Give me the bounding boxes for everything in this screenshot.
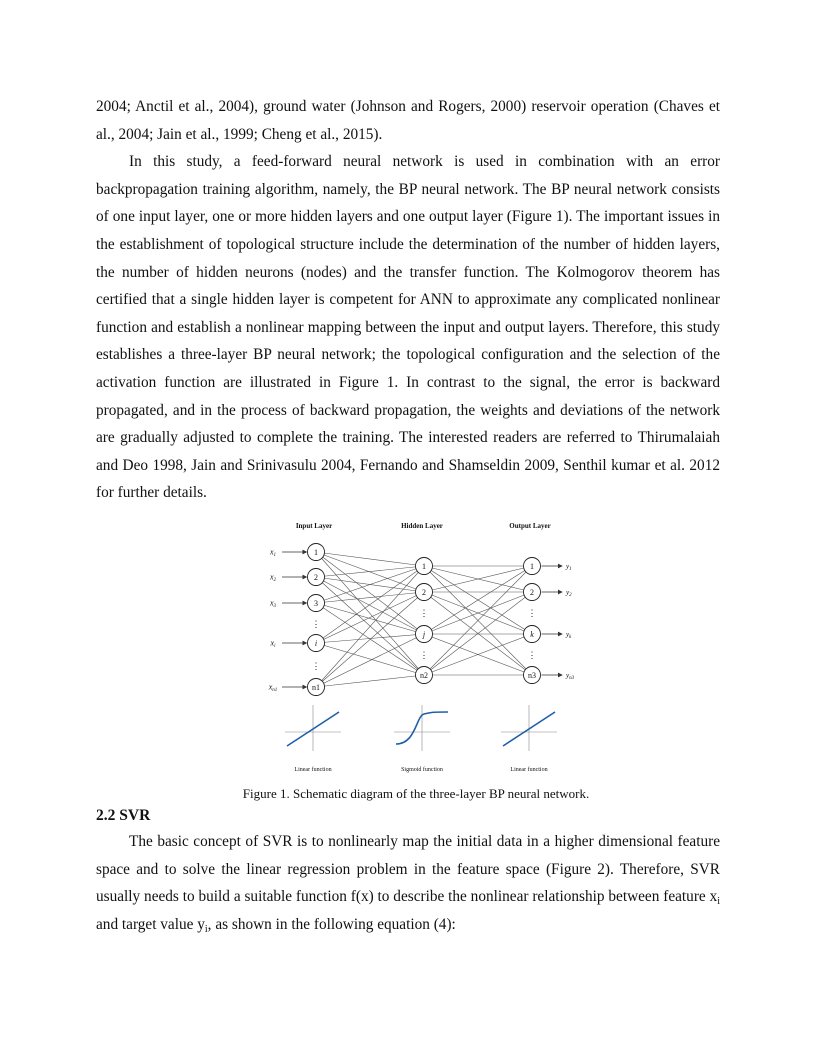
svr-text-tail-b: and target value y bbox=[96, 915, 205, 933]
svr-text: The basic concept of SVR is to nonlinearly map the initial data in a higher dimensional feature space and to solve the linear regression problem in the feature space (Figure 2). Therefore, SVR usually needs to build a suitable function f(x) to describe the nonlinear relationship between bbox=[96, 832, 720, 906]
neuron-label: i bbox=[314, 638, 318, 648]
connection-line bbox=[316, 566, 424, 643]
ellipsis-dots: ⋮ bbox=[527, 649, 537, 660]
svr-text-tail-a: feature x bbox=[663, 888, 718, 906]
neuron-label: 1 bbox=[530, 561, 534, 571]
paragraph-bp-network: In this study, a feed-forward neural network is used in combination with an error backpropagation training algorithm, namely, the BP neural network. The BP neural network consists of one input layer, one or more hidden layers and one output layer (Figure 1). The important issues in the establishment of topological structure include the determination of the number of hidden layers, the number of hidden neurons (nodes) and the transfer function. The Kolmogorov theorem has certified that a single hidden layer is competent for ANN to approximate any complicated nonlinear function and establish a nonlinear mapping between the input and output layers. Therefore, this study establishes a three-layer BP neural network; the topological configuration and the selection of the activation function are illustrated in Figure 1. In contrast to the signal, the error is backward propagated, and in the process of backward propagation, the weights and deviations of the network are gradually adjusted to complete the training. The interested readers are referred to Thirumalaiah and Deo 1998, Jain and Srinivasulu 2004, Fernando and Shamseldin 2009, Senthil kumar et al. 2012 for further details. bbox=[96, 153, 720, 502]
function-label: Linear function bbox=[294, 766, 332, 773]
function-label: Linear function bbox=[510, 766, 548, 773]
connection-line bbox=[316, 592, 424, 687]
neuron-label: 2 bbox=[314, 572, 318, 582]
connection-line bbox=[316, 577, 424, 634]
subscript-i-y: i bbox=[204, 923, 208, 935]
output-label: $y_1$ bbox=[566, 562, 572, 572]
input-label: x3 bbox=[269, 598, 277, 609]
input-label: x2 bbox=[269, 572, 277, 583]
ellipsis-dots: ⋮ bbox=[419, 607, 429, 618]
connection-line bbox=[316, 552, 424, 566]
svr-text-tail-c: , as shown in the following equation (4): bbox=[207, 915, 456, 933]
layer-title: Hidden Layer bbox=[401, 521, 443, 530]
bp-network-diagram bbox=[264, 519, 575, 784]
connection-line bbox=[316, 603, 424, 634]
ellipsis-dots: ⋮ bbox=[311, 660, 321, 671]
section-heading: 2.2 SVR bbox=[96, 806, 151, 824]
neuron-label: n3 bbox=[528, 670, 536, 680]
neuron-label: 1 bbox=[314, 547, 318, 557]
connection-line bbox=[316, 566, 424, 687]
paragraph-continuation: 2004; Anctil et al., 2004), ground water (Johnson and Rogers, 2000) reservoir operation (Chaves et al., 2004; Jain et al., 1999; Cheng et al., 2015). bbox=[96, 98, 720, 143]
connection-line bbox=[316, 552, 424, 592]
output-label: $y_k$ bbox=[566, 630, 572, 640]
neuron-label: 2 bbox=[422, 587, 426, 597]
layer-title: Input Layer bbox=[295, 521, 333, 530]
neuron-label: 3 bbox=[314, 598, 318, 608]
output-label: $y_2$ bbox=[566, 588, 572, 598]
neuron-label: j bbox=[422, 629, 426, 639]
layer-title: Output Layer bbox=[509, 521, 551, 530]
connection-line bbox=[316, 643, 424, 675]
neuron-label: n2 bbox=[420, 670, 428, 680]
connection-line bbox=[316, 552, 424, 634]
neuron-label: 2 bbox=[530, 587, 534, 597]
ellipsis-dots: ⋮ bbox=[419, 649, 429, 660]
paragraph-svr bbox=[96, 828, 720, 938]
activation-plots bbox=[285, 705, 557, 751]
figure-1 bbox=[96, 519, 720, 784]
function-label: Sigmoid function bbox=[401, 766, 443, 773]
subscript-i: i bbox=[717, 896, 720, 908]
ellipsis-dots: ⋮ bbox=[527, 607, 537, 618]
neuron-label: n1 bbox=[312, 682, 320, 692]
neuron-label: k bbox=[530, 629, 534, 639]
figure-caption: Figure 1. Schematic diagram of the three-layer BP neural network. bbox=[242, 785, 590, 801]
input-label: x1 bbox=[269, 547, 277, 558]
ellipsis-dots: ⋮ bbox=[311, 618, 321, 629]
paper-page bbox=[96, 93, 720, 938]
neuron-label: 1 bbox=[422, 561, 426, 571]
output-label: $y_{n3}$ bbox=[566, 671, 575, 681]
input-label: xi bbox=[270, 638, 276, 649]
input-label: xn1 bbox=[268, 682, 278, 693]
connection-line bbox=[316, 675, 424, 687]
